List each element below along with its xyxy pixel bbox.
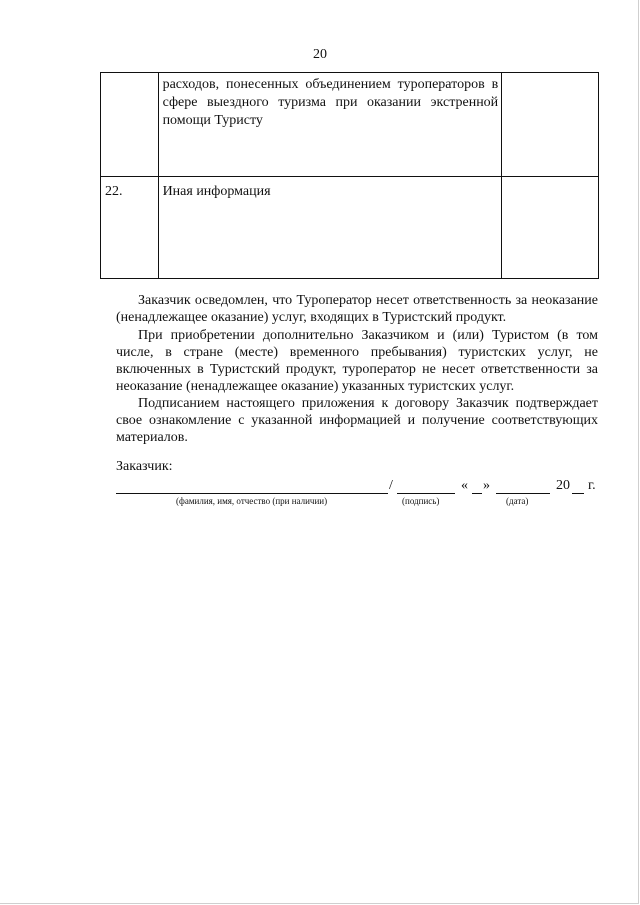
- quote-close: »: [483, 478, 490, 493]
- row-text-cell: Иная информация: [158, 177, 502, 279]
- paragraph-additional-services: При приобретении дополнительно Заказчиком и (или) Туристом (в том числе, в стране (месте) временного пребывания) туристских услуг, не включенных в Туристский продукт, туроператор не несет ответственности за неоказание (ненадлежащее оказание) указанных туристских услуг.: [116, 328, 598, 394]
- paragraph-awareness: Заказчик осведомлен, что Туроператор несет ответственность за неоказание (ненадлежащее оказание) услуг, входящих в Туристский продукт.: [116, 293, 598, 325]
- page-number: 20: [313, 47, 327, 62]
- table-row: [101, 73, 599, 177]
- day-line[interactable]: [472, 478, 482, 494]
- caption-date: (дата): [506, 496, 529, 506]
- table-row: [101, 177, 599, 279]
- info-table: [100, 72, 599, 279]
- slash: /: [389, 478, 393, 493]
- year-suffix: г.: [588, 478, 596, 493]
- row-number-cell: [101, 73, 159, 177]
- name-line[interactable]: [116, 478, 388, 494]
- caption-name: (фамилия, имя, отчество (при наличии): [176, 496, 328, 506]
- paragraph-confirmation: Подписанием настоящего приложения к договору Заказчик подтверждает свое ознакомление с указанной информацией и получение соответствующих материалов.: [116, 396, 598, 445]
- caption-signature: (подпись): [402, 496, 440, 506]
- month-line[interactable]: [496, 478, 550, 494]
- signature-line[interactable]: [397, 478, 455, 494]
- year-prefix: 20: [556, 478, 570, 493]
- signature-row: [116, 478, 598, 496]
- year-line[interactable]: [572, 478, 584, 494]
- row-extra-cell: [502, 177, 599, 279]
- customer-label: Заказчик:: [116, 459, 173, 474]
- row-number-cell: 22.: [101, 177, 159, 279]
- row-extra-cell: [502, 73, 599, 177]
- quote-open: «: [461, 478, 468, 493]
- row-text-cell: расходов, понесенных объединением туроператоров в сфере выездного туризма при оказании экстренной помощи Туристу: [158, 73, 502, 177]
